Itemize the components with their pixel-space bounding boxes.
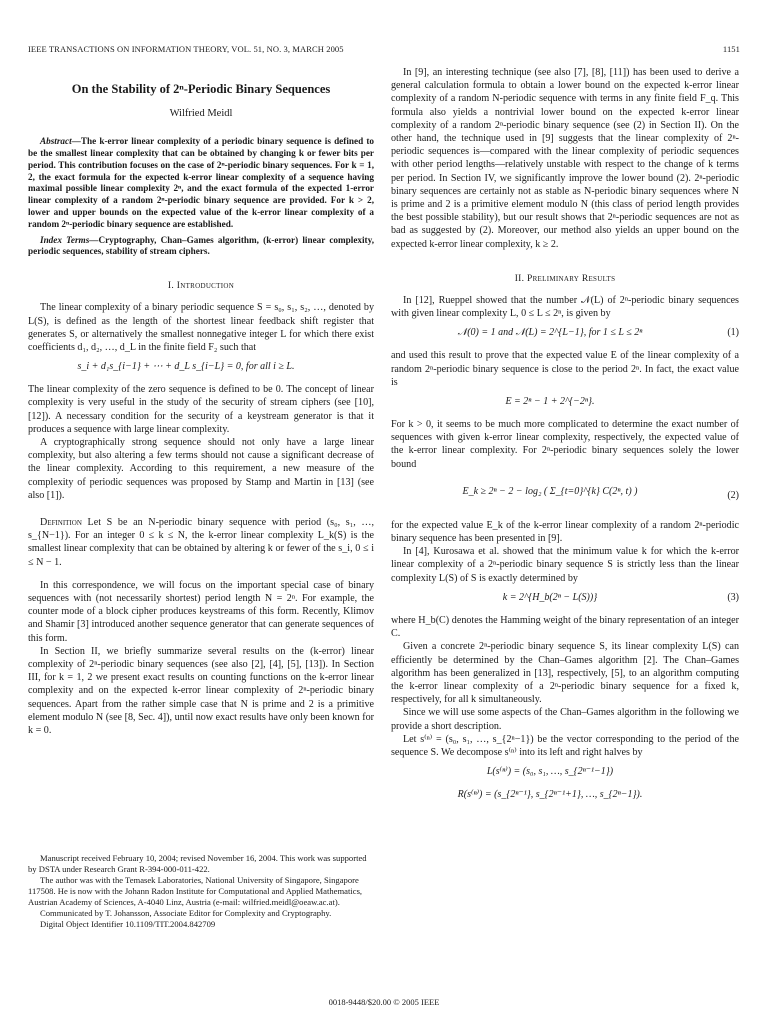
equation-1-body: 𝒩(0) = 1 and 𝒩(L) = 2^{L−1}, for 1 ≤ L ≤ 2ⁿ xyxy=(457,327,643,339)
section-heading-introduction xyxy=(28,280,374,293)
equation-right-half xyxy=(391,788,739,805)
footnote-affiliation: The author was with the Temasek Laboratories, National University of Singapore, Singapore 117508. He is now with the Johann Radon Institute for Computational and Applied Mathematics, Austrian Academy of Sciences, A-4040 Linz, Austria (e-mail: wilfried.meidl@oeaw.ac.at). xyxy=(28,875,363,907)
right-paragraph-7: where H_b(C) denotes the Hamming weight of the binary representation of an integer C. xyxy=(391,614,739,640)
right-paragraph-6: In [4], Kurosawa et al. showed that the minimum value k for which the k-error linear complexity of a 2ⁿ-periodic binary sequence S is strictly less than the linear complexity L(S) of S is exactly determined by xyxy=(391,546,739,584)
equation-3-number: (3) xyxy=(727,591,739,603)
equation-right-half-body: R(s⁽ⁿ⁾) = (s_{2ⁿ⁻¹}, s_{2ⁿ⁻¹+1}, …, s_{2ⁿ−1}). xyxy=(457,789,643,801)
paper-title: On the Stability of 2ⁿ-Periodic Binary Sequences xyxy=(71,82,331,96)
equation-2-number: (2) xyxy=(727,489,739,501)
section-title: Preliminary Results xyxy=(527,273,616,284)
right-column xyxy=(391,66,739,811)
footnotes xyxy=(28,853,374,930)
recurrence-equation-body: s_i + d₁s_{i−1} + ⋯ + d_L s_{i−L} = 0, for all i ≥ L. xyxy=(77,361,295,373)
equation-2 xyxy=(391,477,739,513)
equation-1 xyxy=(391,326,739,343)
abstract xyxy=(28,136,374,230)
right-paragraph-5: for the expected value E_k of the k-error linear complexity of a random 2ⁿ-periodic binary sequence has been presented in [9]. xyxy=(391,519,739,545)
section-numeral: II. xyxy=(514,273,525,284)
intro-paragraph-2: The linear complexity of the zero sequence is defined to be 0. The concept of linear complexity is very useful in the study of the security of stream ciphers (see [10], [12]). A necessary condition for the security of a keystream generator is that it produces a sequence with large linear complexity. xyxy=(28,384,374,435)
section-heading-preliminary xyxy=(391,273,739,286)
expected-value-equation xyxy=(391,395,739,412)
right-paragraph-4: For k > 0, it seems to be much more complicated to determine the exact number of sequences with given k-error linear complexity, respectively, the expected value of the k-error linear complexity. For 2ⁿ-periodic binary sequences solely the lower bound xyxy=(391,419,739,470)
intro-paragraph-3: A cryptographically strong sequence should not only have a large linear complexity, but also altering a few terms should not cause a significant decrease of the linear complexity. According to this requirement, a new measure of the complexity of periodic sequences was proposed by Stamp and Martin in [13] (see also [1]). xyxy=(28,437,374,501)
section-numeral: I. xyxy=(167,281,175,292)
paper-author: Wilfried Meidl xyxy=(169,108,233,119)
abstract-lead: Abstract— xyxy=(40,136,81,147)
expected-value-equation-body: E = 2ⁿ − 1 + 2^{−2ⁿ}. xyxy=(505,396,595,408)
right-paragraph-3: and used this result to prove that the expected value E of the linear complexity of a random 2ⁿ-periodic binary sequence is close to the period 2ⁿ. In fact, the exact value is xyxy=(391,350,739,388)
copyright-line: 0018-9448/$20.00 © 2005 IEEE xyxy=(328,997,440,1007)
equation-3 xyxy=(391,591,739,608)
right-paragraph-2: In [12], Rueppel showed that the number 𝒩(L) of 2ⁿ-periodic binary sequences with given linear complexity L, 0 ≤ L ≤ 2ⁿ, is given by xyxy=(391,295,739,320)
equation-1-number: (1) xyxy=(727,327,739,339)
equation-3-body: k = 2^{H_b(2ⁿ − L(S))} xyxy=(502,591,598,603)
intro-paragraph-4: In this correspondence, we will focus on the important special case of binary sequences with (not necessarily shortest) period length N = 2ⁿ. For example, the counter mode of a block cipher produces keystreams of this form. Recently, Klimov and Shamir [3] introduced another sequence generator that can generate sequences of this form. xyxy=(28,579,374,644)
index-terms-lead: Index Terms— xyxy=(40,234,99,245)
footnote-manuscript: Manuscript received February 10, 2004; revised November 16, 2004. This work was supported by DSTA under Research Grant R-394-000-011-422. xyxy=(28,853,367,874)
definition-lead: Definition xyxy=(40,517,82,529)
right-paragraph-9: Since we will use some aspects of the Chan–Games algorithm in the following we provide a short description. xyxy=(391,707,739,732)
abstract-text: The k-error linear complexity of a periodic binary sequence is defined to be the smallest linear complexity that can be obtained by changing k or fewer bits per period. This contribution focuses on the case of 2ⁿ-periodic binary sequences. For k = 1, 2, the exact formula for the expected k-error linear complexity of a sequence having maximal possible linear complexity 2ⁿ, and the exact formula of the expected 1-error linear complexity of a random 2ⁿ-periodic binary sequence are provided. For k > 2, lower and upper bounds on the expected value of the k-error linear complexity of a random 2ⁿ-periodic binary sequence are established. xyxy=(28,136,374,229)
footnote-communicated: Communicated by T. Johansson, Associate Editor for Complexity and Cryptography. xyxy=(40,908,332,918)
journal-name: IEEE TRANSACTIONS ON INFORMATION THEORY, VOL. 51, NO. 3, MARCH 2005 xyxy=(28,44,344,54)
left-column xyxy=(28,80,374,737)
index-terms-text: Cryptography, Chan–Games algorithm, (k-error) linear complexity, periodic sequences, stability of stream ciphers. xyxy=(28,234,374,257)
right-paragraph-8: Given a concrete 2ⁿ-periodic binary sequence S, its linear complexity L(S) can efficiently be determined by the Chan–Games algorithm [2]. The Chan–Games algorithm has been generalized in [13], respectively, [5], to an algorithm computing the k-error linear complexity of a 2ⁿ-periodic binary sequence for a fixed k, respectively, for all k simultaneously. xyxy=(391,641,739,706)
definition-paragraph xyxy=(28,516,374,569)
intro-paragraph-5: In Section II, we briefly summarize several results on the (k-error) linear complexity of 2ⁿ-periodic binary sequences (see also [2], [4], [5], [13]). In Section III, for k = 1, 2 we present exact results on counting functions on the k-error linear complexity and on the expected k-error linear complexity of 2ⁿ-periodic binary sequences. Apart from the rather simple case that N is prime and 2 is a primitive element modulo N (see [8, Sec. 4]), until now exact results have only been known for k = 0. xyxy=(28,645,374,737)
equation-left-half xyxy=(391,765,739,782)
footnote-doi: Digital Object Identifier 10.1109/TIT.2004.842709 xyxy=(40,919,216,929)
recurrence-equation xyxy=(28,360,374,377)
equation-left-half-body: L(s⁽ⁿ⁾) = (s₀, s₁, …, s_{2ⁿ⁻¹−1}) xyxy=(486,766,614,778)
equation-2-body: E_k ≥ 2ⁿ − 2 − log₂ ( Σ_{t=0}^{k} C(2ⁿ, t) ) xyxy=(462,485,638,497)
section-title: Introduction xyxy=(176,281,235,292)
page-number: 1151 xyxy=(722,44,740,54)
right-paragraph-10: Let s⁽ⁿ⁾ = (s₀, s₁, …, s_{2ⁿ−1}) be the vector corresponding to the period of the sequence S. We decompose s⁽ⁿ⁾ into its left and right halves by xyxy=(391,733,739,758)
intro-paragraph-1: The linear complexity of a binary periodic sequence S = s₀, s₁, s₂, …, denoted by L(S), is defined as the length of the shortest linear feedback shift register that generates S, or alternatively the smallest nonnegative integer L for which there exist coefficients d₁, d₂, …, d_L in the finite field F₂ such that xyxy=(28,302,374,353)
definition-text: Let S be an N-periodic binary sequence with period (s₀, s₁, …, s_{N−1}). For an integer 0 ≤ k ≤ N, the k-error linear complexity L_k(S) is the smallest linear complexity that can be obtained by altering k or fewer of the s_i, 0 ≤ i ≤ N − 1. xyxy=(28,517,374,568)
right-paragraph-1: In [9], an interesting technique (see also [7], [8], [11]) has been used to derive a general calculation formula to obtain a lower bound on the expected k-error linear complexity of a random N-periodic sequence with terms in any finite field F_q. This formula also yields a nontrivial lower bound on the expected k-error linear complexity of a random 2ⁿ-periodic binary sequence (see (2) in Section II). On the other hand, the technique used in [9] suggests that the linear complexity of 2ⁿ-periodic sequences is—compared with the linear complexity of periodic sequences with other period lengths—relatively unstable with respect to the change of k terms per period. In Section IV, we significantly improve the lower bound (2). 2ⁿ-periodic binary sequences are certainly not as stable as N-periodic binary sequences where N is prime and 2 is a primitive element modulo N (this class of period length provides the best possible stability), but our result shows that 2ⁿ-periodic sequences are not as bad as suggested by (2). Moreover, our method also yields an upper bound on the expected k-error linear complexity, k ≥ 2. xyxy=(391,67,739,250)
index-terms xyxy=(28,235,374,259)
